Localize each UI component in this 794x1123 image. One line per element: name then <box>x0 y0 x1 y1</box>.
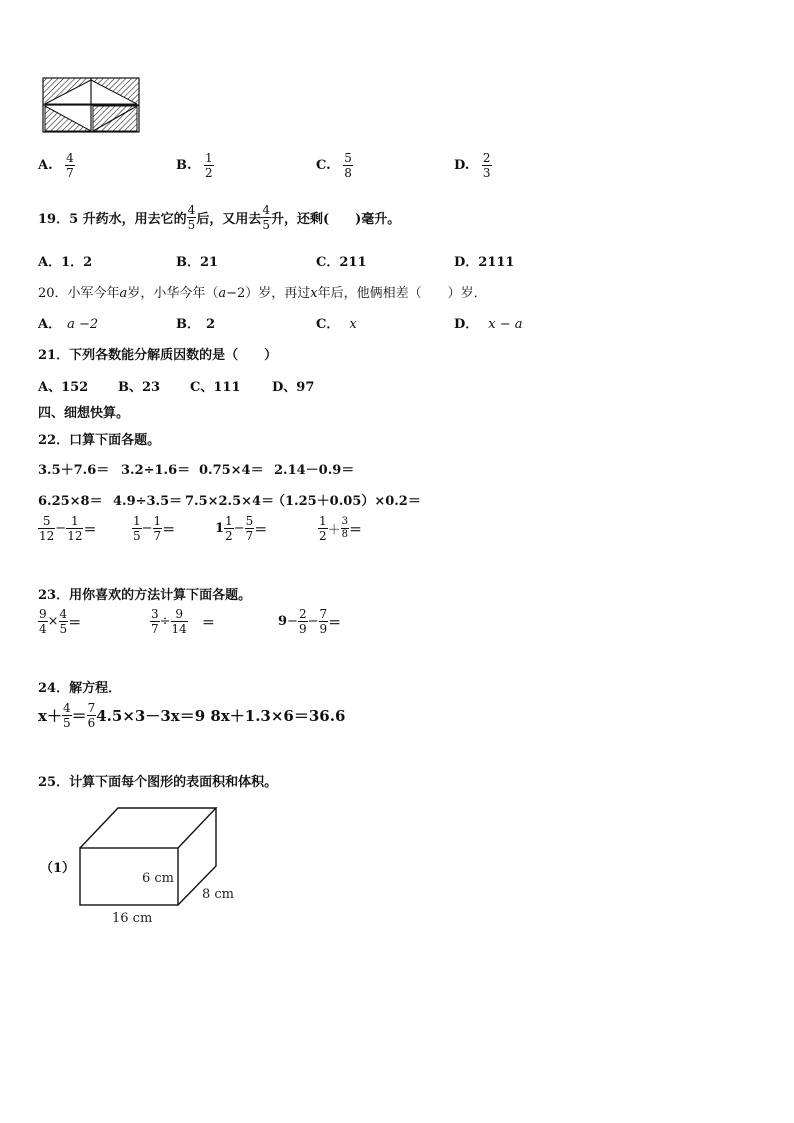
q21-option-b[interactable]: B、23 <box>118 380 161 395</box>
cuboid-figure <box>70 800 260 930</box>
q22-fraction-expr-3: 1 $\frac{1}{2}$ − $\frac{5}{7}$ ＝ <box>215 514 268 543</box>
q19-question: 19．5 升药水，用去它的 $\frac{4}{5}$ 后，又用去 $\frac{4}{5}$ 升，还剩( )毫升。 <box>38 203 401 232</box>
q21-option-c[interactable]: C、111 <box>190 380 241 395</box>
length-label: 16 cm <box>112 911 153 926</box>
section-heading: 四、细想快算。 <box>38 406 130 421</box>
q21-option-a[interactable]: A、152 <box>38 380 89 395</box>
depth-label: 8 cm <box>202 887 235 902</box>
q22-fraction-expr-4: $\frac{1}{2}$ ＋ $\frac{3}{8}$ ＝ <box>319 514 363 543</box>
height-label: 6 cm <box>142 871 175 886</box>
q22-row1-item: 2.14－0.9＝ <box>274 463 355 478</box>
q20-option-a[interactable]: A． a −2 <box>38 317 99 332</box>
q22-row1-item: 3.2÷1.6＝ <box>121 463 191 478</box>
q21-option-d[interactable]: D、97 <box>272 380 315 395</box>
q20-option-b[interactable]: B． 2 <box>176 317 216 332</box>
q18-option-b[interactable]: B. $\frac{1}{2}$ <box>176 151 213 180</box>
q20-option-c[interactable]: C． x <box>316 317 357 332</box>
shaded-triangles-figure <box>42 77 140 133</box>
q19-option-d[interactable]: D．2111 <box>454 255 515 270</box>
figure-label: （1） <box>40 861 76 876</box>
q18-option-a[interactable]: A. $\frac{4}{7}$ <box>38 151 74 180</box>
q23-expr-2: $\frac{3}{7}$ ÷ $\frac{9}{14}$ ＝ <box>151 607 215 636</box>
q22-question: 22．口算下面各题。 <box>38 433 161 448</box>
q20-option-d[interactable]: D． x − a <box>454 317 523 332</box>
q22-row2-item: （1.25＋0.05）×0.2＝ <box>272 494 421 509</box>
q22-fraction-expr-1: $\frac{5}{12}$ − $\frac{1}{12}$ ＝ <box>39 514 97 543</box>
q25-question: 25．计算下面每个图形的表面积和体积。 <box>38 775 278 790</box>
q19-option-a[interactable]: A．1．2 <box>38 255 93 270</box>
q21-question: 21．下列各数能分解质因数的是（ ） <box>38 348 278 363</box>
q23-expr-1: $\frac{9}{4}$ × $\frac{4}{5}$ ＝ <box>39 607 82 636</box>
q23-expr-3: 9− $\frac{2}{9}$ − $\frac{7}{9}$ ＝ <box>278 607 342 636</box>
q24-equations: x＋ $\frac{4}{5}$ ＝ $\frac{7}{6}$ 4.5×3－3x＝9 8x＋1.3×6＝36.6 <box>38 701 346 730</box>
q22-fraction-expr-2: $\frac{1}{5}$ − $\frac{1}{7}$ ＝ <box>133 514 176 543</box>
q20-question: 20．小军今年a岁，小华今年（a−2）岁，再过x年后，他俩相差（ ）岁． <box>38 286 487 301</box>
q22-row2-item: 6.25×8＝ <box>38 494 103 509</box>
q22-row1-item: 3.5＋7.6＝ <box>38 463 110 478</box>
q19-option-b[interactable]: B．21 <box>176 255 219 270</box>
q22-row1-item: 0.75×4＝ <box>199 463 264 478</box>
q19-option-c[interactable]: C．211 <box>316 255 367 270</box>
q18-option-d[interactable]: D. $\frac{2}{3}$ <box>454 151 491 180</box>
q23-question: 23．用你喜欢的方法计算下面各题。 <box>38 588 252 603</box>
q18-option-c[interactable]: C. $\frac{5}{8}$ <box>316 151 352 180</box>
q22-row2-item: 4.9÷3.5＝ <box>113 494 183 509</box>
q22-row2-item: 7.5×2.5×4＝ <box>185 494 275 509</box>
q24-question: 24．解方程． <box>38 681 122 696</box>
